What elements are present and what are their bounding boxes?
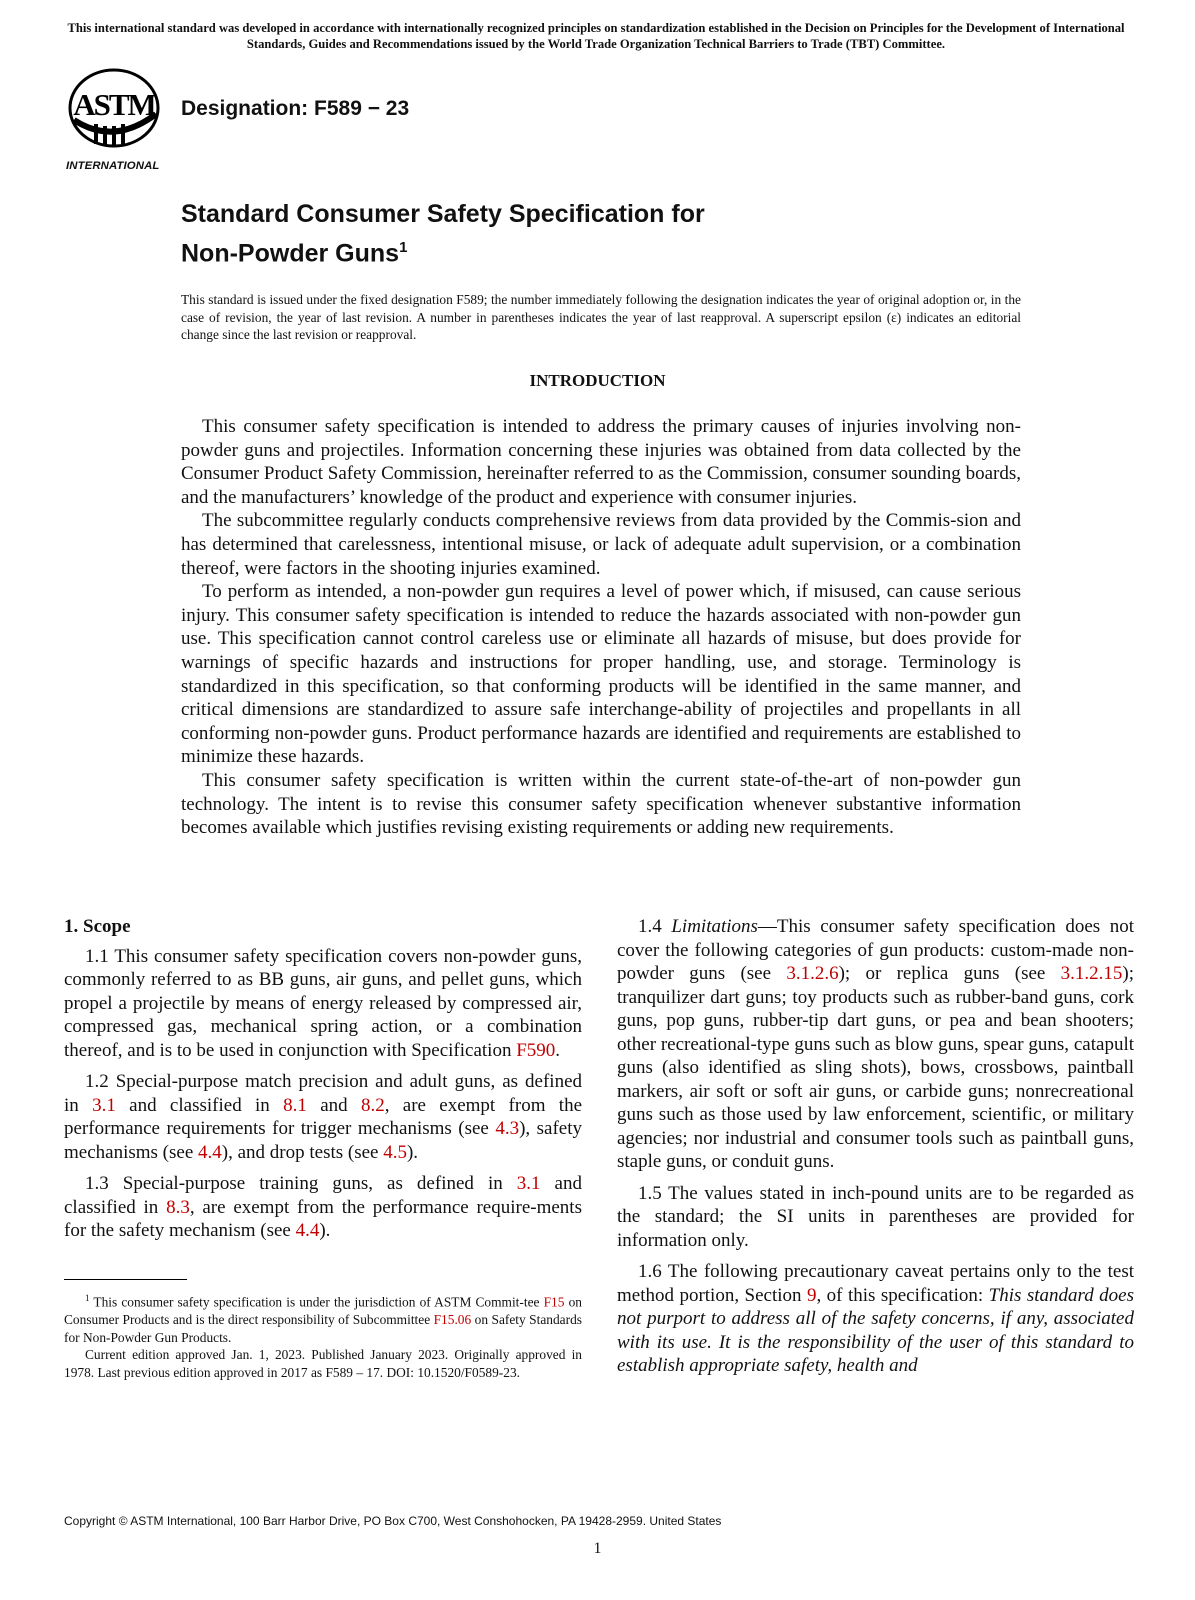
ref-link-f15-06[interactable]: F15.06 [433,1312,472,1328]
ref-link[interactable]: 3.1 [92,1094,116,1116]
clause-1-5: 1.5 The values stated in inch-pound units are to be regarded as the standard; the SI units in parentheses are provided for information only. [617,1182,1134,1251]
issue-note: This standard is issued under the fixed designation F589; the number immediately following the designation indicates the year of original adoption or, in the case of revision, the year of last revision. A number in parentheses indicates the year of last reapproval. A superscript epsilon (ε) indicates an editorial change since the last revision or reapproval. [181,292,1021,342]
intro-paragraph: This consumer safety specification is written within the current state-of-the-art of non-powder gun technology. The intent is to revise this consumer safety specification whenever substantive information becomes available which justifies revising existing requirements or adding new requirements. [181,769,1021,839]
introduction-heading: INTRODUCTION [529,371,666,390]
title-line-1: Standard Consumer Safety Specification for [181,200,705,228]
ref-link[interactable]: 3.1 [516,1173,541,1194]
wto-notice: This international standard was developed in accordance with internationally recognized principles on standardization established in the Decision on Principles for the Development of International Standards, Guides and Recommendations issued by the World Trade Organization Technical Barriers to Trade (TBT) Committee. [67,21,1125,51]
intro-paragraph: The subcommittee regularly conducts comprehensive reviews from data provided by the Commis-sion and has determined that carelessness, intentional misuse, or lack of adequate adult supervision, or a combination thereof, were factors in the shooting injuries examined. [181,510,1021,579]
page-title [181,198,901,270]
ref-link[interactable]: 8.2 [360,1094,385,1116]
ref-link[interactable]: 3.1.2.15 [1060,963,1123,984]
page-number: 1 [593,1540,602,1557]
ref-link[interactable]: 8.1 [283,1094,307,1116]
logo-subtext: INTERNATIONAL [66,160,160,172]
intro-paragraph: To perform as intended, a non-powder gun requires a level of power which, if misused, can cause serious injury. This consumer safety specification is intended to reduce the hazards associated with non-powder gun use. This specification cannot control careless use or eliminate all hazards of misuse, but does provide for warnings of specific hazards and instructions for proper handling, use, and storage. Terminology is standardized in this specification, so that conforming products will be identified in the same manner, and critical dimensions are standardized to assure safe interchange-ability of projectiles and propellants in all conforming non-powder guns. Product performance hazards are identified and requirements are established to minimize these hazards. [181,581,1021,768]
designation: Designation: F589 − 23 [181,97,410,120]
clause-1-3: 1.3 Special-purpose training guns, as defined in 3.1 and classified in 8.3, are exempt from the performance require-ments for the safety mechanism (see 4.4). [64,1173,582,1241]
ref-link[interactable]: 3.1.2.6 [786,963,839,984]
ref-link[interactable]: 4.3 [495,1118,520,1139]
clause-1-1: 1.1 This consumer safety specification covers non-powder guns, commonly referred to as BB guns, air guns, and pellet guns, which propel a projectile by means of energy released by compressed air, compressed gas, mechanical spring action, or a combination thereof, and is to be used in conjunction with Specification F590. [64,945,582,1061]
ref-link[interactable]: 4.5 [383,1141,407,1163]
footnote-1: $^1$ This consumer safety specification is under the jurisdiction of ASTM Commit-tee F15 on Consumer Products and is the direct responsibility of Subcommittee F15.06 on Safety Standards for Non-Powder Gun Products. [64,1293,582,1345]
svg-text:ASTM: ASTM [73,87,155,122]
ref-link[interactable]: 8.3 [166,1196,190,1218]
astm-logo-icon [64,68,164,152]
ref-link[interactable]: 9 [806,1284,817,1306]
title-footnote-mark: 1 [399,239,408,256]
title-line-2: Non-Powder Guns [181,239,400,268]
right-column [617,915,1134,1386]
clause-1-4: 1.4 Limitations—This consumer safety specification does not cover the following categories of gun products: custom-made non-powder guns (see 3.1.2.6); or replica guns (see 3.1.2.15); tranquilizer dart guns; toy products such as rubber-band guns, cork guns, pop guns, rubber-tip dart guns, or pea and bean shooters; other recreational-type guns such as blow guns, spear guns, catapult guns (also identified as sling shots), bows, crossbows, paintball markers, air soft or soft air guns, or carbide guns; nonrecreational guns such as those used by law enforcement, scientific, or military agencies; nor industrial and consumer tools such as paintball guns, staple guns, or conduit guns. [617,916,1135,1172]
intro-paragraph: This consumer safety specification is intended to address the primary causes of injuries involving non-powder guns and projectiles. Information concerning these injuries was obtained from data collected by the Consumer Product Safety Commission, hereinafter referred to as the Commission, consumer sounding boards, and the manufacturers’ knowledge of the product and experience with consumer injuries. [181,416,1021,508]
ref-link[interactable]: 4.4 [295,1220,320,1241]
left-column [64,915,582,1251]
ref-link[interactable]: 4.4 [198,1141,222,1163]
footnote-edition: Current edition approved Jan. 1, 2023. Published January 2023. Originally approved in 1978. Last previous edition approved in 2017 as F589 – 17. DOI: 10.1520/F0589-23. [64,1347,582,1380]
footnote-divider [64,1279,187,1280]
section-heading-scope: 1. Scope [64,916,131,937]
copyright-notice: Copyright © ASTM International, 100 Barr Harbor Drive, PO Box C700, West Conshohocken, PA 19428-2959. United States [64,1514,722,1528]
ref-link-f15[interactable]: F15 [543,1294,565,1310]
clause-1-2: 1.2 Special-purpose match precision and adult guns, as defined in 3.1 and classified in 8.1 and 8.2, are exempt from the performance requirements for trigger mechanisms (see 4.3), safety mechanisms (see 4.4), and drop tests (see 4.5). [64,1071,583,1163]
introduction-body [181,415,1021,840]
clause-1-6: 1.6 The following precautionary caveat pertains only to the test method portion, Section 9, of this specification: This standard does not purport to address all of the safety concerns, if any, associated with its use. It is the responsibility of the user of this standard to establish appropriate safety, health and [617,1261,1134,1376]
astm-logo [64,68,170,172]
ref-link-f590[interactable]: F590 [516,1039,556,1061]
footnotes [64,1290,582,1381]
